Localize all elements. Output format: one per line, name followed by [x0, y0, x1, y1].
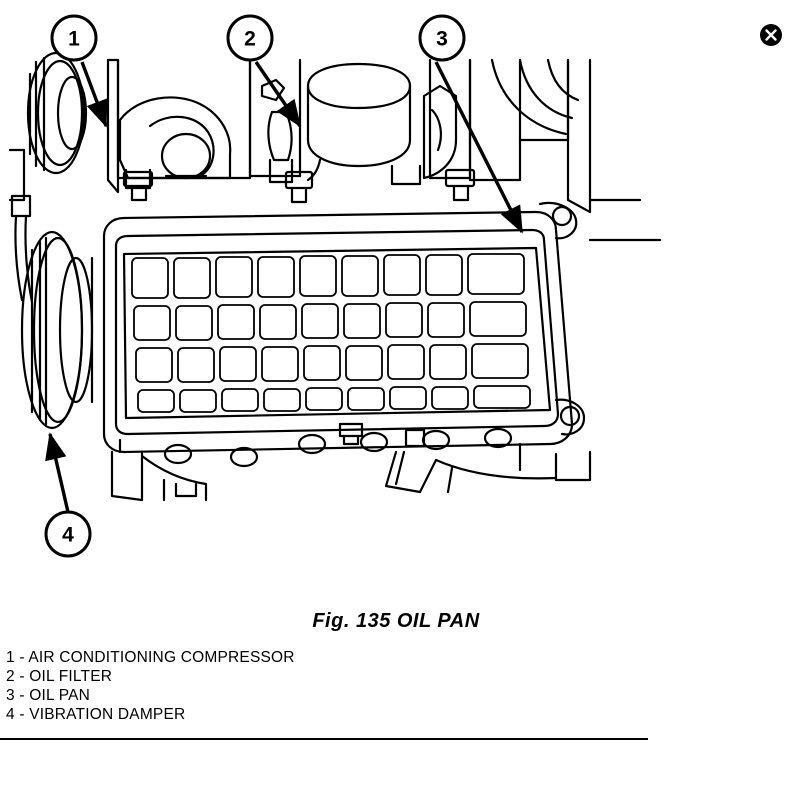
- legend-item: 2 - OIL FILTER: [6, 668, 113, 685]
- bracket-fittings: [262, 80, 474, 202]
- callout-bubble-3: [420, 16, 464, 60]
- section-divider: [0, 738, 648, 740]
- close-icon[interactable]: [758, 22, 784, 48]
- engine-block-outline: [108, 60, 590, 212]
- callout-leader-3: [436, 62, 522, 232]
- vibration-damper-pulley: [22, 232, 92, 428]
- oil-pan-mount-ears: [540, 203, 584, 434]
- ac-compressor: [120, 97, 230, 200]
- legend-item: 1 - AIR CONDITIONING COMPRESSOR: [6, 649, 295, 666]
- legend-item: 3 - OIL PAN: [6, 687, 91, 704]
- figure-caption: Fig. 135 OIL PAN: [312, 610, 480, 632]
- callout-leader-4: [50, 434, 68, 512]
- callout-number-4: 4: [62, 523, 74, 547]
- lower-engine-parts: [112, 444, 590, 500]
- callout-bubble-2: [228, 16, 272, 60]
- callout-bubble-4: [46, 512, 90, 556]
- background-structure: [590, 200, 660, 240]
- figure-legend: [6, 648, 646, 724]
- accessory-pulley-upper: [28, 53, 86, 173]
- oil-pan-rib-grid: [132, 254, 530, 412]
- callout-number-3: 3: [436, 27, 448, 51]
- callout-number-1: 1: [68, 27, 80, 51]
- oil-filter: [308, 64, 410, 180]
- bell-housing: [492, 60, 578, 134]
- page-bottom-area: [0, 745, 792, 810]
- callout-bubble-1: [52, 16, 96, 60]
- hose-lines: [10, 150, 32, 302]
- legend-item: 4 - VIBRATION DAMPER: [6, 706, 186, 723]
- callout-number-2: 2: [244, 27, 256, 51]
